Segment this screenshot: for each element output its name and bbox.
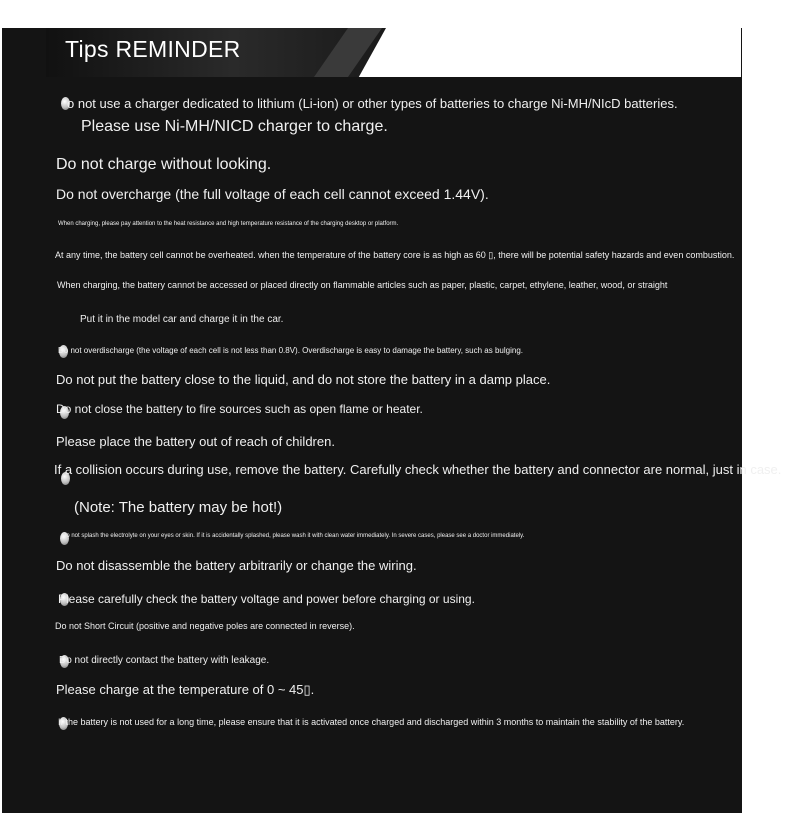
tip-collision: If a collision occurs during use, remove the battery. Carefully check whether the battery and connector are normal, just in case.	[54, 462, 782, 477]
tip-overcharge: Do not overcharge (the full voltage of each cell cannot exceed 1.44V).	[56, 186, 489, 202]
tip-liquid-damp: Do not put the battery close to the liquid, and do not store the battery in a damp place.	[56, 372, 551, 387]
tip-charge-temperature: Please charge at the temperature of 0 ~ 45▯.	[56, 682, 315, 697]
tip-flammable-surfaces: When charging, the battery cannot be accessed or placed directly on flammable articles such as paper, plastic, carpet, ethylene, leather, wood, or straight	[57, 280, 668, 290]
tip-leakage: Do not directly contact the battery with leakage.	[59, 655, 270, 666]
tip-charge-in-car: Put it in the model car and charge it in the car.	[80, 314, 284, 325]
tip-long-storage: If the battery is not used for a long time, please ensure that it is activated once charged and discharged within 3 months to maintain the stability of the battery.	[58, 717, 685, 727]
tip-heat-resistance: When charging, please pay attention to the heat resistance and high temperature resistance of the charging desktop or platform.	[58, 221, 399, 227]
tip-short-circuit: Do not Short Circuit (positive and negative poles are connected in reverse).	[55, 621, 355, 631]
tip-fire-sources: Do not close the battery to fire sources such as open flame or heater.	[56, 402, 423, 416]
tip-overdischarge: Do not overdischarge (the voltage of each cell is not less than 0.8V). Overdischarge is easy to damage the battery, such as bulging.	[58, 346, 523, 355]
tip-battery-hot-note: (Note: The battery may be hot!)	[74, 499, 283, 516]
tip-children: Please place the battery out of reach of children.	[56, 434, 335, 449]
tip-charge-supervised: Do not charge without looking.	[56, 156, 272, 173]
tip-charger-type: o not use a charger dedicated to lithium (Li-ion) or other types of batteries to charge Ni-MH/NIcD batteries.	[67, 96, 678, 111]
tip-use-nimh-charger: Please use Ni-MH/NICD charger to charge.	[81, 118, 388, 135]
tip-check-voltage: Please carefully check the battery voltage and power before charging or using.	[58, 592, 475, 606]
tip-disassemble: Do not disassemble the battery arbitrarily or change the wiring.	[56, 558, 417, 573]
page-title: Tips REMINDER	[65, 36, 241, 62]
tip-electrolyte: Do not splash the electrolyte on your eyes or skin. If it is accidentally splashed, please wash it with clean water immediately. In severe cases, please see a doctor immediately.	[62, 533, 525, 539]
tip-overheat: At any time, the battery cell cannot be overheated. when the temperature of the battery core is as high as 60 ▯, there will be potential safety hazards and even combustion.	[55, 250, 735, 260]
